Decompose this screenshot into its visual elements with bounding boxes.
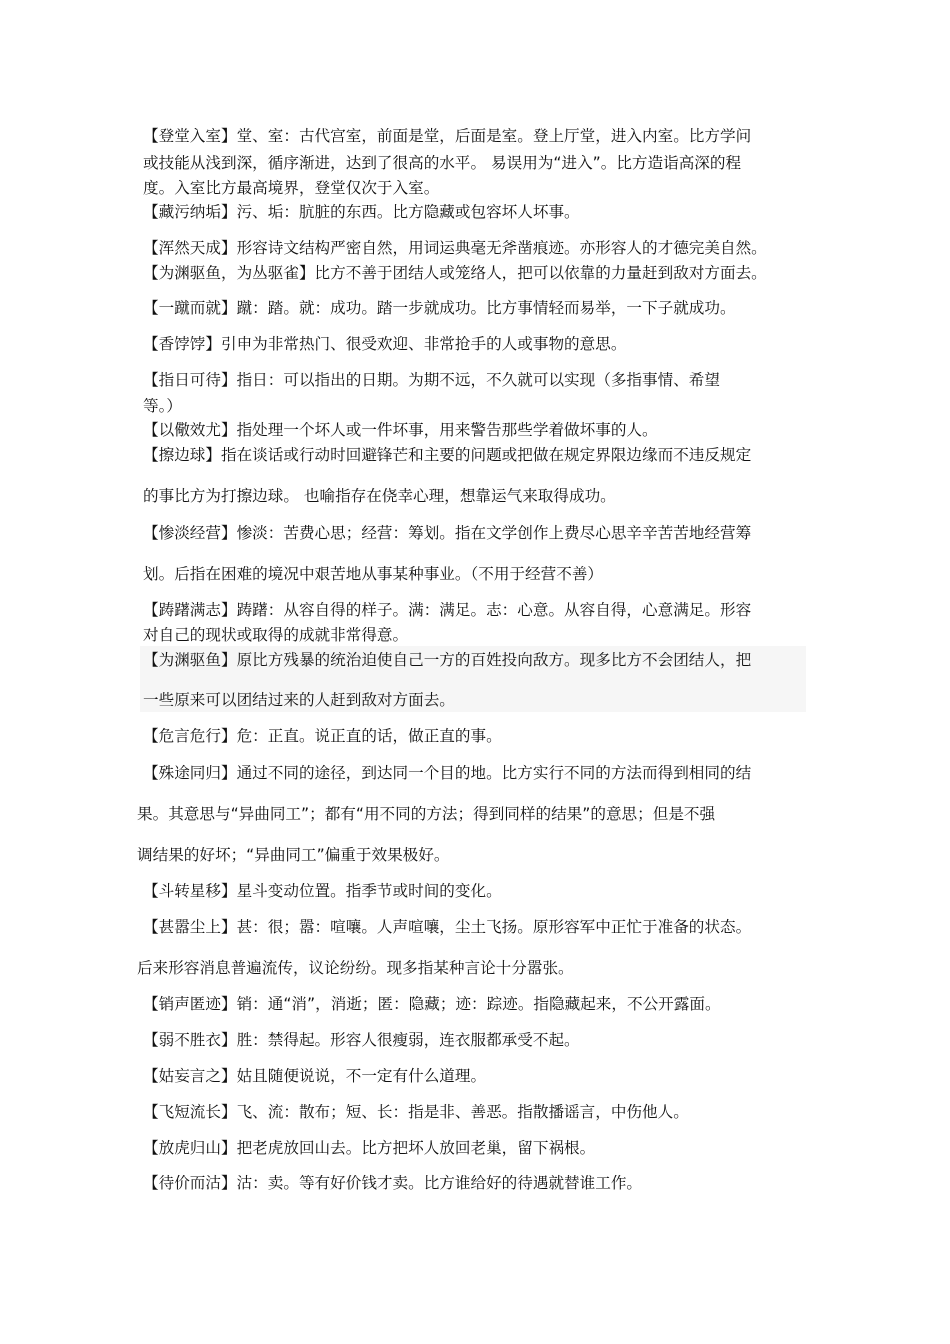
entry-line: 【一蹴而就】蹴：踏。就：成功。踏一步就成功。比方事情轻而易举，一下子就成功。	[143, 299, 736, 317]
entry-line: 【姑妄言之】姑且随便说说，不一定有什么道理。	[143, 1067, 487, 1085]
entry-line: 【危言危行】危：正直。说正直的话，做正直的事。	[143, 727, 502, 745]
entry-line: 一些原来可以团结过来的人赶到敌对方面去。	[143, 691, 455, 709]
entry-line: 【为渊驱鱼，为丛驱雀】比方不善于团结人或笼络人，把可以依靠的力量赶到敌对方面去。	[143, 264, 767, 282]
entry-line: 【放虎归山】把老虎放回山去。比方把坏人放回老巢，留下祸根。	[143, 1139, 596, 1157]
entry-line: 【甚嚣尘上】甚：很；嚣：喧嚷。人声喧嚷，尘土飞扬。原形容军中正忙于准备的状态。	[143, 918, 752, 936]
entry-line: 【惨淡经营】惨淡：苦费心思；经营：筹划。指在文学创作上费尽心思辛辛苦苦地经营筹	[143, 524, 752, 542]
entry-line: 【踌躇满志】踌躇：从容自得的样子。满：满足。志：心意。从容自得，心意满足。形容	[143, 601, 752, 619]
entry-line: 【飞短流长】飞、流：散布；短、长：指是非、善恶。指散播谣言，中伤他人。	[143, 1103, 689, 1121]
entry-line: 【为渊驱鱼】原比方残暴的统治迫使自己一方的百姓投向敌方。现多比方不会团结人，把	[143, 651, 752, 669]
entry-line: 【待价而沽】沽：卖。等有好价钱才卖。比方谁给好的待遇就替谁工作。	[143, 1174, 643, 1192]
entry-line: 【登堂入室】堂、室：古代宫室，前面是堂，后面是室。登上厅堂，进入内室。比方学问	[143, 127, 752, 145]
entry-line: 的事比方为打擦边球。 也喻指存在侥幸心理，想靠运气来取得成功。	[143, 487, 616, 505]
entry-line: 果。其意思与“异曲同工”；都有“用不同的方法；得到同样的结果”的意思；但是不强	[137, 805, 716, 823]
entry-line: 划。后指在困难的境况中艰苦地从事某种事业。（不用于经营不善）	[143, 565, 604, 583]
entry-line: 【藏污纳垢】污、垢：肮脏的东西。比方隐藏或包容坏人坏事。	[143, 203, 580, 221]
entry-line: 等。）	[143, 397, 182, 415]
entry-line: 【浑然天成】形容诗文结构严密自然，用词运典毫无斧凿痕迹。亦形容人的才德完美自然。	[143, 239, 767, 257]
entry-line: 【指日可待】指日：可以指出的日期。为期不远，不久就可以实现（多指事情、希望	[143, 371, 720, 389]
entry-line: 或技能从浅到深，循序渐进，达到了很高的水平。 易误用为“进入”。比方造诣高深的程	[143, 154, 742, 172]
entry-line: 【弱不胜衣】胜：禁得起。形容人很瘦弱，连衣服都承受不起。	[143, 1031, 580, 1049]
entry-line: 【斗转星移】星斗变动位置。指季节或时间的变化。	[143, 882, 502, 900]
entry-line: 【擦边球】指在谈话或行动时回避锋芒和主要的问题或把做在规定界限边缘而不违反规定	[143, 446, 752, 464]
entry-line: 度。入室比方最高境界，登堂仅次于入室。	[143, 179, 440, 197]
entry-line: 【殊途同归】通过不同的途径，到达同一个目的地。比方实行不同的方法而得到相同的结	[143, 764, 752, 782]
entry-line: 对自己的现状或取得的成就非常得意。	[143, 626, 409, 644]
entry-line: 【以儆效尤】指处理一个坏人或一件坏事，用来警告那些学着做坏事的人。	[143, 421, 658, 439]
entry-line: 【香饽饽】引申为非常热门、很受欢迎、非常抢手的人或事物的意思。	[143, 335, 627, 353]
entry-line: 【销声匿迹】销：通“消”，消逝；匿：隐藏；迹：踪迹。指隐藏起来，不公开露面。	[143, 995, 721, 1013]
entry-line: 调结果的好坏；“异曲同工”偏重于效果极好。	[137, 846, 450, 864]
entry-line: 后来形容消息普遍流传，议论纷纷。现多指某种言论十分嚣张。	[137, 959, 574, 977]
